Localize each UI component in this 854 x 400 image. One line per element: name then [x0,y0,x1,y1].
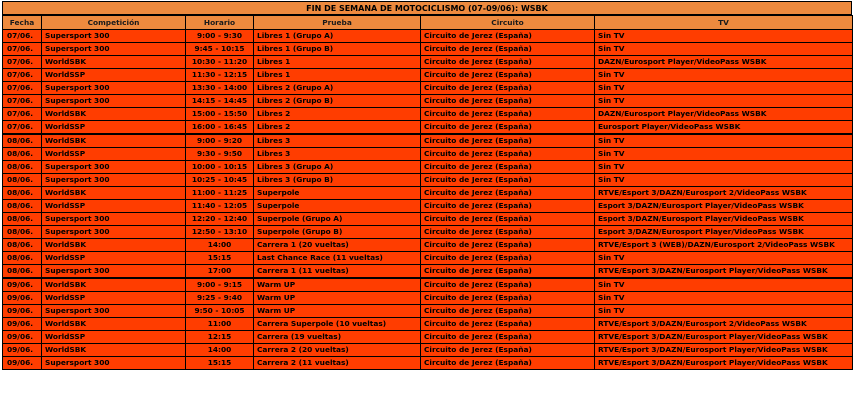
cell-date: 08/06. [3,187,42,200]
table-row [3,305,853,318]
cell-tv: DAZN/Eurosport Player/VideoPass WSBK [595,108,853,121]
cell-date: 09/06. [3,305,42,318]
cell-tv: Esport 3/DAZN/Eurosport Player/VideoPass WSBK [595,200,853,213]
cell-schedule: 9:25 - 9:40 [186,292,254,305]
cell-competition: Supersport 300 [42,213,186,226]
cell-date: 08/06. [3,252,42,265]
cell-tv: RTVE/Esport 3/DAZN/Eurosport 2/VideoPass WSBK [595,187,853,200]
table-row [3,239,853,252]
cell-circuit: Circuito de Jerez (España) [421,108,595,121]
cell-date: 08/06. [3,161,42,174]
cell-event: Warm UP [254,278,421,292]
cell-date: 09/06. [3,292,42,305]
cell-date: 08/06. [3,226,42,239]
cell-competition: WorldSBK [42,318,186,331]
table-row [3,174,853,187]
cell-circuit: Circuito de Jerez (España) [421,318,595,331]
cell-tv: RTVE/Esport 3/DAZN/Eurosport Player/VideoPass WSBK [595,344,853,357]
cell-circuit: Circuito de Jerez (España) [421,69,595,82]
cell-tv: RTVE/Esport 3/DAZN/Eurosport Player/VideoPass WSBK [595,331,853,344]
cell-schedule: 10:30 - 11:20 [186,56,254,69]
cell-circuit: Circuito de Jerez (España) [421,239,595,252]
cell-competition: WorldSSP [42,121,186,135]
cell-date: 08/06. [3,213,42,226]
cell-circuit: Circuito de Jerez (España) [421,357,595,370]
table-row [3,43,853,56]
cell-date: 08/06. [3,239,42,252]
cell-event: Carrera 2 (11 vueltas) [254,357,421,370]
cell-circuit: Circuito de Jerez (España) [421,43,595,56]
cell-tv: Sin TV [595,43,853,56]
cell-competition: WorldSSP [42,148,186,161]
cell-competition: WorldSSP [42,200,186,213]
table-row [3,30,853,43]
cell-event: Carrera 1 (20 vueltas) [254,239,421,252]
table-row [3,148,853,161]
cell-date: 08/06. [3,200,42,213]
table-row [3,318,853,331]
cell-event: Last Chance Race (11 vueltas) [254,252,421,265]
cell-event: Carrera Superpole (10 vueltas) [254,318,421,331]
cell-circuit: Circuito de Jerez (España) [421,213,595,226]
cell-competition: Supersport 300 [42,30,186,43]
cell-event: Superpole (Grupo B) [254,226,421,239]
cell-event: Warm UP [254,305,421,318]
cell-circuit: Circuito de Jerez (España) [421,278,595,292]
cell-schedule: 10:00 - 10:15 [186,161,254,174]
cell-event: Superpole [254,200,421,213]
cell-tv: Esport 3/DAZN/Eurosport Player/VideoPass WSBK [595,213,853,226]
column-header-tv: TV [595,16,853,30]
cell-schedule: 15:15 [186,357,254,370]
cell-competition: Supersport 300 [42,82,186,95]
cell-competition: WorldSBK [42,344,186,357]
cell-tv: RTVE/Esport 3 (WEB)/DAZN/Eurosport 2/VideoPass WSBK [595,239,853,252]
cell-circuit: Circuito de Jerez (España) [421,30,595,43]
cell-event: Libres 2 [254,108,421,121]
cell-competition: WorldSSP [42,69,186,82]
cell-event: Libres 1 [254,69,421,82]
cell-tv: RTVE/Esport 3/DAZN/Eurosport Player/VideoPass WSBK [595,265,853,279]
cell-schedule: 11:40 - 12:05 [186,200,254,213]
cell-tv: Sin TV [595,174,853,187]
cell-date: 09/06. [3,344,42,357]
cell-date: 08/06. [3,174,42,187]
cell-schedule: 9:00 - 9:15 [186,278,254,292]
cell-circuit: Circuito de Jerez (España) [421,331,595,344]
cell-circuit: Circuito de Jerez (España) [421,305,595,318]
cell-date: 07/06. [3,43,42,56]
cell-circuit: Circuito de Jerez (España) [421,226,595,239]
header-row [3,16,853,30]
cell-competition: Supersport 300 [42,95,186,108]
table-row [3,278,853,292]
cell-date: 09/06. [3,357,42,370]
cell-event: Libres 3 (Grupo A) [254,161,421,174]
cell-date: 09/06. [3,331,42,344]
cell-schedule: 9:30 - 9:50 [186,148,254,161]
table-row [3,82,853,95]
cell-event: Superpole (Grupo A) [254,213,421,226]
cell-schedule: 15:15 [186,252,254,265]
cell-tv: Sin TV [595,134,853,148]
cell-circuit: Circuito de Jerez (España) [421,148,595,161]
table-row [3,226,853,239]
table-row [3,344,853,357]
cell-competition: Supersport 300 [42,161,186,174]
cell-circuit: Circuito de Jerez (España) [421,174,595,187]
cell-event: Libres 2 (Grupo A) [254,82,421,95]
cell-competition: WorldSBK [42,56,186,69]
cell-circuit: Circuito de Jerez (España) [421,265,595,279]
cell-schedule: 14:00 [186,239,254,252]
column-header-circuit: Circuito [421,16,595,30]
table-row [3,134,853,148]
cell-schedule: 12:15 [186,331,254,344]
cell-event: Libres 1 (Grupo A) [254,30,421,43]
cell-event: Libres 2 [254,121,421,135]
table-row [3,200,853,213]
table-row [3,331,853,344]
cell-date: 09/06. [3,278,42,292]
sheet-title: FIN DE SEMANA DE MOTOCICLISMO (07-09/06): WSBK [2,1,852,15]
cell-schedule: 9:50 - 10:05 [186,305,254,318]
cell-competition: WorldSBK [42,187,186,200]
cell-circuit: Circuito de Jerez (España) [421,121,595,135]
cell-schedule: 16:00 - 16:45 [186,121,254,135]
table-row [3,292,853,305]
cell-schedule: 11:00 - 11:25 [186,187,254,200]
cell-schedule: 9:00 - 9:20 [186,134,254,148]
table-row [3,56,853,69]
cell-tv: Sin TV [595,278,853,292]
table-row [3,108,853,121]
cell-tv: Sin TV [595,252,853,265]
cell-competition: WorldSBK [42,108,186,121]
cell-schedule: 11:00 [186,318,254,331]
cell-date: 07/06. [3,30,42,43]
column-header-schedule: Horario [186,16,254,30]
schedule-table [2,15,853,370]
cell-event: Libres 1 [254,56,421,69]
cell-tv: Sin TV [595,148,853,161]
cell-event: Warm UP [254,292,421,305]
cell-circuit: Circuito de Jerez (España) [421,344,595,357]
cell-competition: Supersport 300 [42,305,186,318]
column-header-competition: Competición [42,16,186,30]
cell-tv: Sin TV [595,161,853,174]
table-row [3,121,853,135]
cell-tv: Sin TV [595,95,853,108]
cell-circuit: Circuito de Jerez (España) [421,56,595,69]
cell-circuit: Circuito de Jerez (España) [421,161,595,174]
cell-competition: WorldSSP [42,292,186,305]
cell-event: Carrera 1 (11 vueltas) [254,265,421,279]
table-row [3,265,853,279]
table-row [3,213,853,226]
cell-competition: WorldSSP [42,331,186,344]
cell-schedule: 17:00 [186,265,254,279]
cell-tv: Sin TV [595,292,853,305]
cell-schedule: 14:00 [186,344,254,357]
cell-date: 07/06. [3,95,42,108]
cell-circuit: Circuito de Jerez (España) [421,292,595,305]
cell-competition: Supersport 300 [42,226,186,239]
cell-circuit: Circuito de Jerez (España) [421,187,595,200]
cell-competition: Supersport 300 [42,265,186,279]
cell-date: 09/06. [3,318,42,331]
cell-date: 07/06. [3,56,42,69]
cell-schedule: 11:30 - 12:15 [186,69,254,82]
cell-schedule: 13:30 - 14:00 [186,82,254,95]
table-row [3,357,853,370]
cell-schedule: 14:15 - 14:45 [186,95,254,108]
table-row [3,95,853,108]
table-row [3,69,853,82]
schedule-sheet [2,1,852,370]
cell-tv: Sin TV [595,69,853,82]
cell-circuit: Circuito de Jerez (España) [421,200,595,213]
cell-event: Libres 1 (Grupo B) [254,43,421,56]
cell-circuit: Circuito de Jerez (España) [421,134,595,148]
cell-event: Carrera 2 (20 vueltas) [254,344,421,357]
cell-tv: Sin TV [595,82,853,95]
cell-schedule: 9:00 - 9:30 [186,30,254,43]
cell-competition: WorldSSP [42,252,186,265]
cell-tv: Sin TV [595,305,853,318]
cell-tv: Esport 3/DAZN/Eurosport Player/VideoPass WSBK [595,226,853,239]
cell-tv: Eurosport Player/VideoPass WSBK [595,121,853,135]
cell-date: 07/06. [3,108,42,121]
cell-event: Libres 2 (Grupo B) [254,95,421,108]
cell-event: Libres 3 (Grupo B) [254,174,421,187]
cell-competition: WorldSBK [42,278,186,292]
cell-tv: RTVE/Esport 3/DAZN/Eurosport Player/VideoPass WSBK [595,357,853,370]
cell-schedule: 15:00 - 15:50 [186,108,254,121]
cell-competition: WorldSBK [42,134,186,148]
cell-circuit: Circuito de Jerez (España) [421,252,595,265]
cell-date: 08/06. [3,134,42,148]
cell-event: Libres 3 [254,148,421,161]
cell-circuit: Circuito de Jerez (España) [421,82,595,95]
cell-date: 07/06. [3,69,42,82]
cell-schedule: 12:50 - 13:10 [186,226,254,239]
cell-date: 08/06. [3,265,42,279]
cell-date: 07/06. [3,82,42,95]
column-header-event: Prueba [254,16,421,30]
cell-schedule: 12:20 - 12:40 [186,213,254,226]
column-header-date: Fecha [3,16,42,30]
cell-schedule: 10:25 - 10:45 [186,174,254,187]
table-row [3,161,853,174]
cell-tv: RTVE/Esport 3/DAZN/Eurosport 2/VideoPass WSBK [595,318,853,331]
cell-event: Superpole [254,187,421,200]
cell-circuit: Circuito de Jerez (España) [421,95,595,108]
cell-competition: Supersport 300 [42,43,186,56]
cell-competition: WorldSBK [42,239,186,252]
cell-event: Carrera (19 vueltas) [254,331,421,344]
cell-date: 07/06. [3,121,42,135]
cell-schedule: 9:45 - 10:15 [186,43,254,56]
cell-date: 08/06. [3,148,42,161]
table-row [3,252,853,265]
cell-event: Libres 3 [254,134,421,148]
cell-competition: Supersport 300 [42,357,186,370]
table-row [3,187,853,200]
cell-competition: Supersport 300 [42,174,186,187]
cell-tv: DAZN/Eurosport Player/VideoPass WSBK [595,56,853,69]
cell-tv: Sin TV [595,30,853,43]
